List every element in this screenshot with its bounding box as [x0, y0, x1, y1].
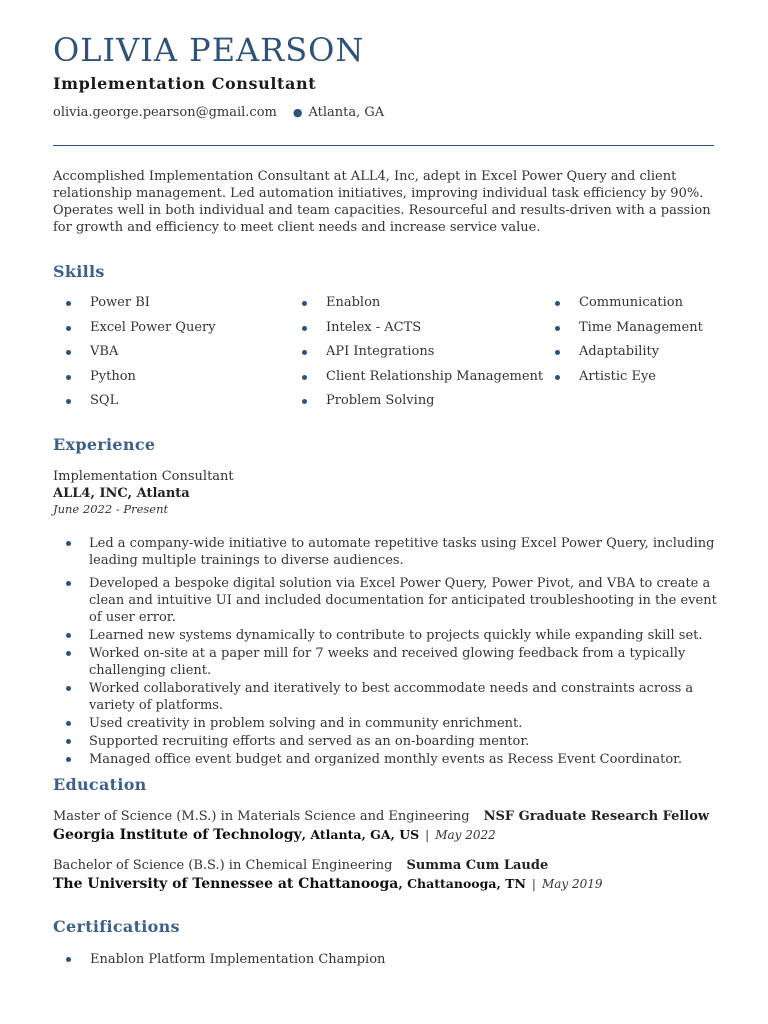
skill-item: Communication — [542, 294, 703, 319]
bullet-icon — [555, 375, 560, 380]
experience-bullet: Used creativity in problem solving and in community enrichment. — [53, 715, 718, 732]
education-honor: Summa Cum Laude — [406, 858, 549, 873]
education-degree-2: Bachelor of Science (B.S.) in Chemical Engineering Summa Cum Laude — [53, 858, 549, 873]
contact-line — [53, 104, 384, 122]
bullet-icon — [555, 326, 560, 331]
email-link[interactable]: olivia.george.pearson@gmail.com — [53, 105, 277, 120]
experience-dates: June 2022 - Present — [53, 502, 169, 516]
experience-bullet: Led a company-wide initiative to automate repetitive tasks using Excel Power Query, including leading multiple trainings to diverse audiences. — [53, 535, 718, 569]
bullet-dot-icon: ● — [292, 106, 303, 119]
school-location: Atlanta, GA, US — [310, 827, 420, 842]
bullet-icon — [66, 399, 71, 404]
bullet-icon — [302, 375, 307, 380]
skills-column-2 — [289, 294, 543, 417]
bullet-icon — [66, 375, 71, 380]
skills-heading: Skills — [53, 262, 105, 281]
skill-item: Problem Solving — [289, 392, 543, 417]
skill-item: Enablon — [289, 294, 543, 319]
school-name: The University of Tennessee at Chattanooga — [53, 876, 399, 892]
experience-bullet: Worked on-site at a paper mill for 7 weeks and received glowing feedback from a typically challenging client. — [53, 645, 718, 679]
experience-bullet: Managed office event budget and organized monthly events as Recess Event Coordinator. — [53, 751, 718, 768]
certifications-heading: Certifications — [53, 917, 180, 936]
bullet-icon — [302, 326, 307, 331]
bullet-icon — [66, 326, 71, 331]
bullet-icon — [66, 757, 71, 762]
bullet-icon — [302, 301, 307, 306]
bullet-icon — [66, 721, 71, 726]
experience-bullets — [53, 535, 718, 769]
skill-item: VBA — [53, 343, 216, 368]
education-heading: Education — [53, 775, 147, 794]
graduation-date: May 2019 — [541, 877, 603, 891]
skills-column-3 — [542, 294, 703, 392]
bullet-icon — [555, 301, 560, 306]
bullet-icon — [66, 350, 71, 355]
bullet-icon — [66, 301, 71, 306]
education-school-1: Georgia Institute of Technology, Atlanta, GA, US | May 2022 — [53, 827, 496, 843]
experience-bullet: Worked collaboratively and iteratively to best accommodate needs and constraints across a variety of platforms. — [53, 680, 718, 714]
bullet-icon — [66, 957, 71, 962]
bullet-icon — [302, 350, 307, 355]
education-school-2: The University of Tennessee at Chattanooga, Chattanooga, TN | May 2019 — [53, 876, 603, 892]
bullet-icon — [66, 686, 71, 691]
bullet-icon — [555, 350, 560, 355]
graduation-date: May 2022 — [435, 828, 496, 842]
skill-item: Intelex - ACTS — [289, 319, 543, 344]
skill-item: Client Relationship Management — [289, 368, 543, 393]
skill-item: Power BI — [53, 294, 216, 319]
bullet-icon — [66, 739, 71, 744]
separator: | — [425, 828, 430, 842]
professional-summary: Accomplished Implementation Consultant at ALL4, Inc, adept in Excel Power Query and client relationship management. Led automation initiatives, improving individual task efficiency by 90%. Operates well in both individual and team capacities. Resourceful and results-driven with a passion for growth and efficiency to meet client needs and increase service value. — [53, 169, 711, 235]
header-divider — [53, 145, 714, 146]
location-text: Atlanta, GA — [308, 105, 385, 120]
skill-item: Artistic Eye — [542, 368, 703, 393]
job-title: Implementation Consultant — [53, 74, 317, 93]
bullet-icon — [66, 633, 71, 638]
school-location: Chattanooga, TN — [407, 876, 526, 891]
skill-item: Excel Power Query — [53, 319, 216, 344]
education-honor: NSF Graduate Research Fellow — [483, 809, 710, 824]
certifications-list — [53, 951, 385, 968]
skill-item: Python — [53, 368, 216, 393]
school-name: Georgia Institute of Technology — [53, 827, 302, 843]
separator: | — [531, 877, 536, 891]
experience-bullet: Supported recruiting efforts and served as an on-boarding mentor. — [53, 733, 718, 750]
skill-item: SQL — [53, 392, 216, 417]
experience-heading: Experience — [53, 435, 156, 454]
skills-column-1 — [53, 294, 216, 417]
bullet-icon — [302, 399, 307, 404]
experience-company: ALL4, INC, Atlanta — [53, 486, 190, 501]
experience-role: Implementation Consultant — [53, 469, 234, 484]
experience-bullet: Learned new systems dynamically to contribute to projects quickly while expanding skill set. — [53, 627, 718, 644]
skill-item: Time Management — [542, 319, 703, 344]
skill-item: Adaptability — [542, 343, 703, 368]
experience-bullet: Developed a bespoke digital solution via Excel Power Query, Power Pivot, and VBA to create a clean and intuitive UI and included documentation for anticipated troubleshooting in the event of user error. — [53, 575, 718, 626]
education-degree-1: Master of Science (M.S.) in Materials Science and Engineering NSF Graduate Research Fellow — [53, 809, 710, 824]
skill-item: API Integrations — [289, 343, 543, 368]
certification-item: Enablon Platform Implementation Champion — [53, 951, 385, 968]
candidate-name: OLIVIA PEARSON — [53, 31, 365, 69]
bullet-icon — [66, 651, 71, 656]
bullet-icon — [66, 541, 71, 546]
bullet-icon — [66, 581, 71, 586]
